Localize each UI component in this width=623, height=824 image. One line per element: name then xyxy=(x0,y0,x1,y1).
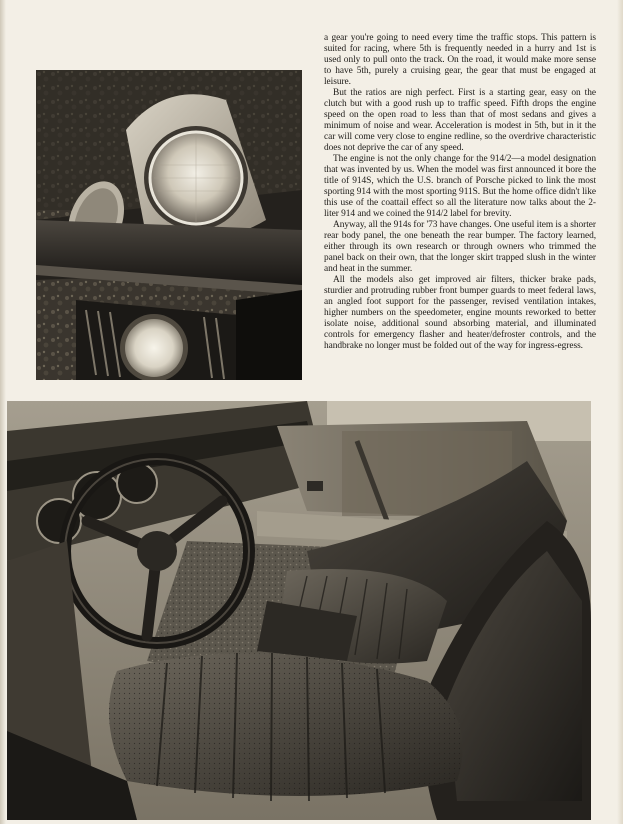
page-edge-right xyxy=(617,0,623,824)
article-paragraph-1: a gear you're going to need every time the traffic stops. This pattern is suited for racing, where 5th is frequently needed in a hurry and 1st is used only to pull onto the track. On the road, it would make more sense to have 5th, purely a cruising gear, the gear that must be engaged at leisure. xyxy=(324,33,596,87)
interior-photo-graphic xyxy=(7,401,591,820)
interior-photo xyxy=(7,401,591,820)
headlight-photo-graphic xyxy=(36,70,302,380)
article-paragraph-2: But the ratios are nigh perfect. First is a starting gear, easy on the clutch but with a good rush up to traffic speed. Fifth drops the engine speed on the open road to less than that of most sedans and gives a minimum of noise and wear. Acceleration is modest in 5th, but in it the car will come very close to engine redline, so the overdrive characteristic does not deprive the car of any speed. xyxy=(324,88,596,153)
headlight-photo xyxy=(36,70,302,380)
article-paragraph-5: All the models also get improved air filters, thicker brake pads, sturdier and protruding rubber front bumper guards to meet federal laws, an angled foot support for the passenger, revised ventilation intakes, higher numbers on the speedometer, engine mounts reworked to better isolate noise, additional sound absorbing material, and illuminated controls for emergency flasher and heater/defroster controls, and the handbrake no longer must be folded out of the way for ingress-egress. xyxy=(324,275,596,351)
article-column xyxy=(324,33,596,383)
article-paragraph-4: Anyway, all the 914s for '73 have changes. One useful item is a shorter rear body panel, the one beneath the rear bumper. The factory learned, either through its own research or through owners who trimmed the panel back on their own, that the longer skirt trapped slush in the winter and heat in the summer. xyxy=(324,220,596,274)
article-paragraph-3: The engine is not the only change for the 914/2—a model designation that was invented by us. When the model was first announced it bore the title of 914S, which the U.S. branch of Porsche picked to link the most sporting 914 with the most sporting 911S. But the home office didn't like this use of the coattail effect so all the literature now talks about the 2-liter 914 and we coined the 914/2 label for brevity. xyxy=(324,154,596,219)
page-edge-left xyxy=(0,0,6,824)
